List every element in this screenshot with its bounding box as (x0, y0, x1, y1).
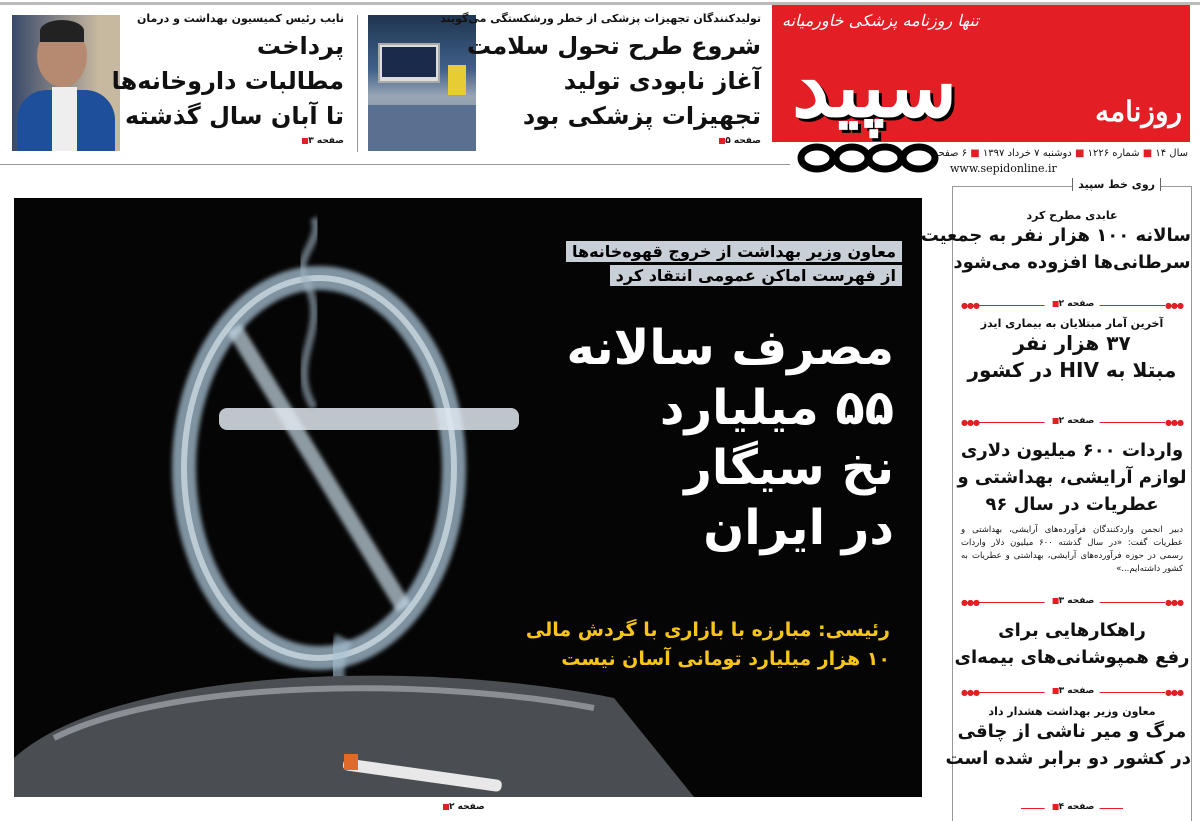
teaser-headline-line: پرداخت (256, 32, 344, 60)
headline-line: نخ سیگار (684, 440, 894, 496)
quote-line: ۱۰ هزار میلیارد تومانی آسان نیست (561, 648, 890, 670)
item-headline-line: سالانه ۱۰۰ هزار نفر به جمعیت (920, 225, 1191, 246)
item-headline-line: ۳۷ هزار نفر (1013, 331, 1131, 355)
item-separator: ●●● ●●● صفحه ۳ (961, 596, 1183, 607)
item-body: دبیر انجمن واردکنندگان فرآورده‌های آرایشی، بهداشتی و عطریات گفت: «در سال گذشته ۶۰۰ میلیون دلار واردات رسمی در حوزه فرآورده‌های آرایشی، بهداشتی و عطریات به کشور داشته‌ایم...» (961, 525, 1183, 574)
masthead-tagline: تنها روزنامه پزشکی خاورمیانه (782, 11, 979, 30)
masthead-prefix: روزنامه (1095, 95, 1182, 128)
teaser-headline-line: آغاز نابودی تولید (563, 67, 761, 95)
teaser-headline-line: شروع طرح تحول سلامت (466, 32, 761, 60)
main-subheadline (566, 241, 902, 286)
sidebar-item[interactable] (953, 317, 1191, 384)
item-headline-line: لوازم آرایشی، بهداشتی و (957, 467, 1187, 488)
teaser-divider (357, 15, 358, 152)
sidebar-label: روی خط سپید (1072, 178, 1161, 191)
masthead-name: سپید (792, 37, 958, 136)
item-separator: صفحه ۴ (961, 803, 1183, 813)
headline-line: در ایران (703, 500, 894, 556)
item-headline-line: رفع همپوشانی‌های بیمه‌ای (954, 647, 1190, 668)
subheadline-line: معاون وزیر بهداشت از خروج قهوه‌خانه‌ها (566, 241, 902, 262)
issue-number: شماره ۱۲۲۶ (1087, 148, 1140, 159)
subheadline-line: از فهرست اماکن عمومی انتقاد کرد (610, 265, 902, 286)
issue-date: دوشنبه ۷ خرداد ۱۳۹۷ (982, 148, 1072, 159)
quote-line: رئیسی: مبارزه با بازاری با گردش مالی (525, 619, 890, 641)
item-headline-line: عطریات در سال ۹۶ (985, 494, 1159, 515)
masthead-logo-swirl (795, 140, 940, 176)
headline-line: ۵۵ میلیارد (659, 380, 894, 436)
teaser-headline-line: تجهیزات پزشکی بود (522, 102, 761, 130)
sidebar-item[interactable] (953, 617, 1191, 671)
main-story-photo[interactable] (14, 198, 922, 797)
sidebar-column (920, 178, 1192, 821)
item-headline-line: راهکارهایی برای (998, 620, 1146, 641)
item-separator: ●●● ●●● صفحه ۲ (961, 299, 1183, 310)
teaser-headline-line: تا آبان سال گذشته (124, 102, 344, 130)
item-kicker: آخرین آمار مبتلایان به بیماری ایدز (980, 317, 1164, 330)
item-kicker: معاون وزیر بهداشت هشدار داد (988, 705, 1156, 718)
teaser-kicker: نایب رئیس کمیسیون بهداشت و درمان (136, 12, 344, 25)
item-kicker: عابدی مطرح کرد (1026, 209, 1118, 222)
teaser-photo-portrait (12, 15, 120, 151)
page-ref: صفحه ۵ (478, 136, 761, 146)
website-link[interactable]: www.sepidonline.ir (950, 162, 1057, 175)
item-headline-line: در کشور دو برابر شده است (945, 748, 1191, 769)
page-count: ۶ صفحه (933, 148, 968, 159)
item-headline-line: مرگ و میر ناشی از چاقی (957, 721, 1187, 742)
issue-info: سال ۱۴ ■ شماره ۱۲۲۶ ■ دوشنبه ۷ خرداد ۱۳۹۷ ■ ۶ صفحه (933, 148, 1188, 159)
item-headline-line: واردات ۶۰۰ میلیون دلاری (960, 440, 1184, 461)
issue-year: سال ۱۴ (1155, 148, 1188, 159)
teaser-headline-line: مطالبات داروخانه‌ها (111, 67, 344, 95)
item-separator: ●●● ●●● صفحه ۲ (961, 416, 1183, 427)
sidebar-item[interactable] (945, 705, 1191, 772)
teaser-photo-equipment (368, 15, 476, 151)
sidebar-item[interactable] (920, 209, 1191, 276)
item-headline-line: مبتلا به HIV در کشور (967, 358, 1177, 382)
main-page-ref: صفحه ۲ (440, 802, 485, 812)
main-quote (526, 616, 890, 674)
header-divider (0, 164, 790, 165)
teaser-2[interactable] (440, 12, 761, 146)
teaser-1[interactable] (111, 12, 344, 146)
item-headline-line: سرطانی‌ها افزوده می‌شود (953, 252, 1191, 273)
page-ref: صفحه ۳ (122, 136, 344, 146)
masthead (772, 5, 1190, 142)
main-headline (567, 318, 894, 558)
teaser-kicker: تولیدکنندگان تجهیزات پزشکی از خطر ورشکستگی می‌گویند (440, 12, 761, 25)
item-separator: ●●● ●●● صفحه ۳ (961, 686, 1183, 697)
headline-line: مصرف سالانه (566, 320, 894, 376)
sidebar-item[interactable] (953, 437, 1191, 576)
